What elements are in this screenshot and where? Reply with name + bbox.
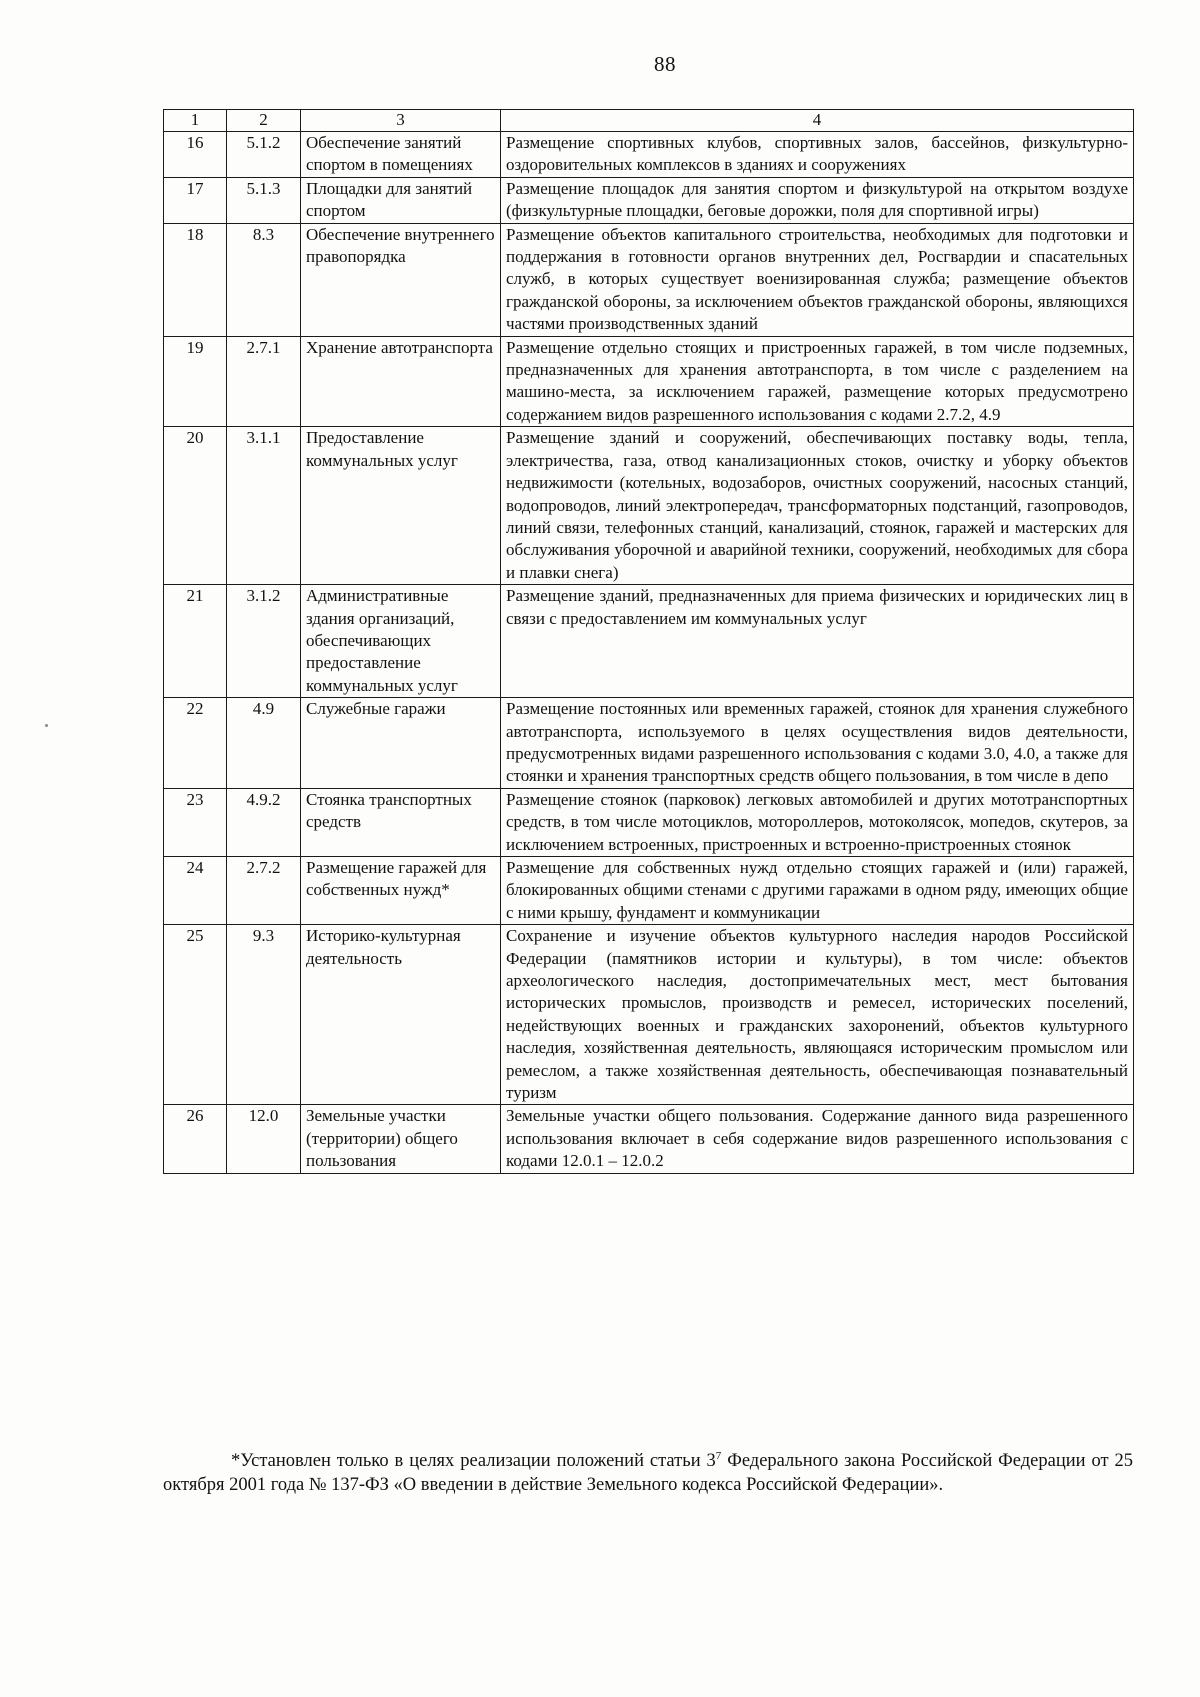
table-row	[164, 427, 1134, 585]
use-code: 12.0	[227, 1105, 301, 1173]
row-number: 16	[164, 132, 227, 178]
use-name: Площадки для занятий спортом	[301, 177, 501, 223]
row-number: 20	[164, 427, 227, 585]
column-header-number: 1	[164, 110, 227, 132]
row-number: 17	[164, 177, 227, 223]
use-description: Размещение для собственных нужд отдельно стоящих гаражей и (или) гаражей, блокированных общими стенами с другими гаражами в одном ряду, имеющих общие с ними крышу, фундамент и коммуникации	[501, 857, 1134, 925]
table-row	[164, 857, 1134, 925]
footnote	[163, 1449, 1133, 1497]
use-description: Размещение площадок для занятия спортом и физкультурой на открытом воздухе (физкультурные площадки, беговые дорожки, поля для спортивной игры)	[501, 177, 1134, 223]
use-code: 4.9.2	[227, 788, 301, 856]
use-code: 9.3	[227, 925, 301, 1105]
use-code: 3.1.1	[227, 427, 301, 585]
use-code: 8.3	[227, 223, 301, 336]
use-description: Размещение спортивных клубов, спортивных залов, бассейнов, физкультурно-оздоровительных комплексов в зданиях и сооружениях	[501, 132, 1134, 178]
table-row	[164, 223, 1134, 336]
column-header-description: 4	[501, 110, 1134, 132]
use-code: 3.1.2	[227, 585, 301, 698]
use-description: Размещение отдельно стоящих и пристроенных гаражей, в том числе подземных, предназначенных для хранения автотранспорта, в том числе с разделением на машино-места, за исключением гаражей, размещение которых предусмотрено содержанием видов разрешенного использования с кодами 2.7.2, 4.9	[501, 336, 1134, 427]
column-header-code: 2	[227, 110, 301, 132]
table-row	[164, 585, 1134, 698]
use-code: 4.9	[227, 698, 301, 789]
use-description: Земельные участки общего пользования. Содержание данного вида разрешенного использования включает в себя содержание видов разрешенного использования с кодами 12.0.1 – 12.0.2	[501, 1105, 1134, 1173]
use-name: Обеспечение занятий спортом в помещениях	[301, 132, 501, 178]
use-name: Предоставление коммунальных услуг	[301, 427, 501, 585]
use-code: 2.7.1	[227, 336, 301, 427]
use-description: Размещение зданий и сооружений, обеспечивающих поставку воды, тепла, электричества, газа, отвод канализационных стоков, очистку и уборку объектов недвижимости (котельных, водозаборов, очистных сооружений, насосных станций, водопроводов, линий электропередач, трансформаторных подстанций, газопроводов, линий связи, телефонных станций, канализаций, стоянок, гаражей и мастерских для обслуживания уборочной и аварийной техники, сооружений, необходимых для сбора и плавки снега)	[501, 427, 1134, 585]
row-number: 22	[164, 698, 227, 789]
footnote-superscript: 7	[715, 1449, 722, 1462]
table-row	[164, 336, 1134, 427]
scan-speck	[45, 724, 48, 727]
table-row	[164, 1105, 1134, 1173]
use-name: Обеспечение внутреннего правопорядка	[301, 223, 501, 336]
use-name: Служебные гаражи	[301, 698, 501, 789]
table-row	[164, 177, 1134, 223]
table-row	[164, 925, 1134, 1105]
use-code: 5.1.2	[227, 132, 301, 178]
use-code: 5.1.3	[227, 177, 301, 223]
row-number: 19	[164, 336, 227, 427]
footnote-text-start: *Установлен только в целях реализации положений статьи 3	[231, 1450, 716, 1471]
table-header-row	[164, 110, 1134, 132]
use-description: Размещение зданий, предназначенных для приема физических и юридических лиц в связи с предоставлением им коммунальных услуг	[501, 585, 1134, 698]
column-header-name: 3	[301, 110, 501, 132]
use-name: Административные здания организаций, обеспечивающих предоставление коммунальных услуг	[301, 585, 501, 698]
table-row	[164, 698, 1134, 789]
footnote-text-end: Федерального закона Российской Федерации от 25 октября 2001 года № 137-ФЗ «О введении в действие Земельного кодекса Российской Федерации».	[163, 1450, 1133, 1495]
row-number: 18	[164, 223, 227, 336]
use-name: Стоянка транспортных средств	[301, 788, 501, 856]
row-number: 24	[164, 857, 227, 925]
use-description: Размещение стоянок (парковок) легковых автомобилей и других мототранспортных средств, в том числе мотоциклов, мотороллеров, мотоколясок, мопедов, скутеров, за исключением встроенных, пристроенных и встроенно-пристроенных стоянок	[501, 788, 1134, 856]
table-row	[164, 132, 1134, 178]
table-row	[164, 788, 1134, 856]
use-description: Размещение постоянных или временных гаражей, стоянок для хранения служебного автотранспорта, используемого в целях осуществления видов деятельности, предусмотренных видами разрешенного использования с кодами 3.0, 4.0, а также для стоянки и хранения транспортных средств общего пользования, в том числе в депо	[501, 698, 1134, 789]
row-number: 21	[164, 585, 227, 698]
use-description: Сохранение и изучение объектов культурного наследия народов Российской Федерации (памятников истории и культуры), в том числе: объектов археологического наследия, достопримечательных мест, мест бытования исторических промыслов, производств и ремесел, исторических поселений, недействующих военных и гражданских захоронений, объектов культурного наследия, хозяйственная деятельность, являющаяся историческим промыслом или ремеслом, а также хозяйственная деятельность, обеспечивающая познавательный туризм	[501, 925, 1134, 1105]
use-name: Земельные участки (территории) общего пользования	[301, 1105, 501, 1173]
land-use-table	[163, 109, 1134, 1174]
use-name: Размещение гаражей для собственных нужд*	[301, 857, 501, 925]
page-number: 88	[654, 52, 676, 76]
use-description: Размещение объектов капитального строительства, необходимых для подготовки и поддержания в готовности органов внутренних дел, Росгвардии и спасательных служб, в которых существует военизированная служба; размещение объектов гражданской обороны, за исключением объектов гражданской обороны, являющихся частями производственных зданий	[501, 223, 1134, 336]
row-number: 26	[164, 1105, 227, 1173]
use-name: Историко-культурная деятельность	[301, 925, 501, 1105]
row-number: 23	[164, 788, 227, 856]
use-name: Хранение автотранспорта	[301, 336, 501, 427]
row-number: 25	[164, 925, 227, 1105]
use-code: 2.7.2	[227, 857, 301, 925]
